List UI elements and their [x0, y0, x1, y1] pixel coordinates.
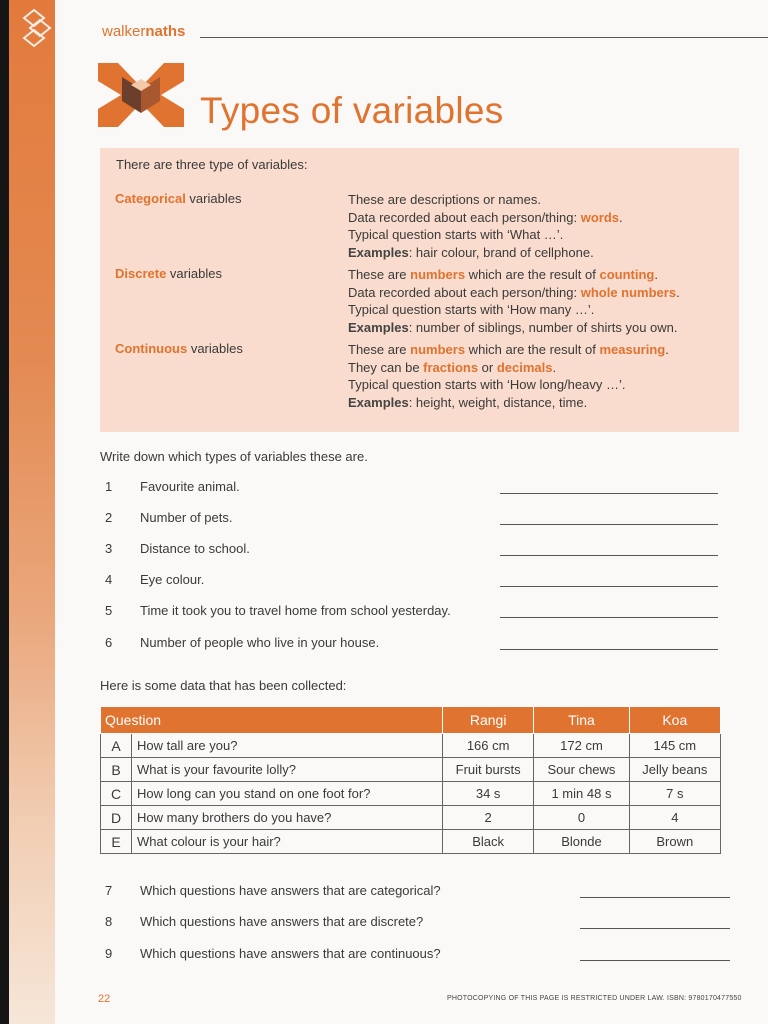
row-letter: A	[101, 734, 132, 758]
description-line	[348, 244, 728, 262]
answer-line[interactable]	[500, 493, 718, 494]
question-item	[100, 603, 720, 623]
description-text: .	[665, 342, 669, 357]
examples-label: Examples	[348, 244, 409, 260]
section-logo-icon	[98, 63, 184, 127]
description-text: These are	[348, 342, 411, 357]
description-line	[348, 359, 728, 377]
keyword-highlight: whole numbers	[580, 284, 677, 300]
description-text: or	[478, 359, 497, 375]
brand-logo	[102, 23, 185, 40]
question-text: Which questions have answers that are categorical?	[140, 883, 441, 898]
answer-line[interactable]	[500, 586, 718, 587]
description-line	[348, 394, 728, 412]
variable-description	[348, 266, 728, 336]
row-question: How many brothers do you have?	[132, 806, 443, 830]
scan-edge	[0, 0, 9, 1024]
keyword-highlight: measuring	[599, 342, 666, 357]
keyword-highlight: fractions	[423, 359, 479, 375]
description-line	[348, 376, 728, 394]
description-text: : number of siblings, number of shirts you own.	[408, 319, 678, 335]
description-text: which are the result of	[465, 267, 600, 282]
variable-description	[348, 191, 728, 261]
data-table	[100, 706, 721, 854]
column-header-koa: Koa	[629, 707, 720, 734]
table-cell: 172 cm	[534, 734, 629, 758]
description-line	[348, 284, 728, 302]
row-letter: C	[101, 782, 132, 806]
variable-name	[115, 341, 243, 356]
variable-name-highlight: Continuous	[115, 341, 188, 356]
description-line	[348, 226, 728, 244]
page-title: Types of variables	[200, 90, 504, 131]
page-number: 22	[98, 993, 111, 1005]
table-row	[101, 758, 721, 782]
instruction-text: Write down which types of variables these are.	[100, 449, 368, 464]
table-cell: Fruit bursts	[443, 758, 534, 782]
variable-name	[115, 266, 222, 281]
side-strip	[9, 0, 55, 1024]
answer-line[interactable]	[580, 928, 730, 929]
description-text: Data recorded about each person/thing:	[348, 209, 581, 225]
description-text: Typical question starts with ‘How long/heavy …’.	[348, 377, 626, 392]
table-cell: 1 min 48 s	[534, 782, 629, 806]
keyword-highlight: numbers	[410, 267, 466, 282]
question-number: 7	[105, 883, 113, 898]
examples-label: Examples	[348, 394, 409, 410]
question-item	[100, 510, 720, 530]
description-text: Typical question starts with ‘What …’.	[348, 227, 564, 242]
answer-line[interactable]	[500, 524, 718, 525]
question-item	[100, 541, 720, 561]
table-body	[101, 734, 721, 854]
question-number: 3	[105, 541, 113, 556]
column-header-question: Question	[101, 707, 443, 734]
variable-name-highlight: Discrete	[115, 266, 167, 281]
variable-types-box	[100, 148, 739, 432]
keyword-highlight: counting	[599, 267, 655, 282]
question-text: Eye colour.	[140, 572, 205, 587]
description-text: : height, weight, distance, time.	[408, 394, 588, 410]
table-cell: Jelly beans	[629, 758, 720, 782]
row-letter: E	[101, 830, 132, 854]
keyword-highlight: numbers	[410, 342, 466, 357]
question-text: Number of people who live in your house.	[140, 635, 380, 650]
description-text: .	[654, 267, 658, 282]
header-rule	[200, 37, 768, 38]
question-text: Which questions have answers that are continuous?	[140, 946, 441, 961]
variable-name-rest: variables	[185, 191, 242, 206]
answer-line[interactable]	[500, 617, 718, 618]
table-row	[101, 830, 721, 854]
description-text: These are descriptions or names.	[348, 192, 541, 207]
examples-label: Examples	[348, 319, 409, 335]
answer-line[interactable]	[580, 897, 730, 898]
keyword-highlight: decimals	[496, 359, 553, 375]
table-cell: 34 s	[443, 782, 534, 806]
table-cell: 0	[534, 806, 629, 830]
variable-description	[348, 341, 728, 411]
description-line	[348, 301, 728, 319]
description-text: Data recorded about each person/thing:	[348, 284, 581, 300]
table-cell: 2	[443, 806, 534, 830]
table-cell: 7 s	[629, 782, 720, 806]
question-text: Time it took you to travel home from school yesterday.	[140, 603, 451, 618]
question-text: Which questions have answers that are discrete?	[140, 914, 424, 929]
table-cell: Brown	[629, 830, 720, 854]
question-number: 1	[105, 479, 113, 494]
description-line	[348, 191, 728, 209]
row-letter: D	[101, 806, 132, 830]
question-text: Number of pets.	[140, 510, 233, 525]
row-question: How tall are you?	[132, 734, 443, 758]
row-letter: B	[101, 758, 132, 782]
table-row	[101, 734, 721, 758]
description-text: Typical question starts with ‘How many …’.	[348, 302, 595, 317]
question-text: Favourite animal.	[140, 479, 240, 494]
variable-name-rest: variables	[166, 266, 222, 281]
description-line	[348, 266, 728, 284]
brand-light: walker	[102, 23, 146, 40]
table-cell: Sour chews	[534, 758, 629, 782]
question-item	[100, 946, 720, 966]
variable-name	[115, 191, 241, 206]
question-item	[100, 635, 720, 655]
question-number: 9	[105, 946, 113, 961]
data-intro-text: Here is some data that has been collected:	[100, 678, 347, 693]
variable-name-rest: variables	[187, 341, 243, 356]
description-text: : hair colour, brand of cellphone.	[408, 244, 594, 260]
keyword-highlight: words	[580, 209, 620, 225]
row-question: What is your favourite lolly?	[132, 758, 443, 782]
description-text: .	[619, 209, 623, 225]
description-line	[348, 319, 728, 337]
answer-line[interactable]	[580, 960, 730, 961]
table-row	[101, 782, 721, 806]
copyright-notice: PHOTOCOPYING OF THIS PAGE IS RESTRICTED UNDER LAW. ISBN: 9780170477550	[447, 995, 742, 1002]
question-item	[100, 883, 720, 903]
answer-line[interactable]	[500, 555, 718, 556]
description-text: They can be	[348, 359, 424, 375]
description-text: .	[676, 284, 680, 300]
table-header-row	[101, 707, 721, 734]
column-header-rangi: Rangi	[443, 707, 534, 734]
table-cell: 145 cm	[629, 734, 720, 758]
table-cell: Blonde	[534, 830, 629, 854]
description-line	[348, 209, 728, 227]
question-text: Distance to school.	[140, 541, 250, 556]
question-number: 5	[105, 603, 113, 618]
row-question: What colour is your hair?	[132, 830, 443, 854]
question-item	[100, 572, 720, 592]
intro-text: There are three type of variables:	[116, 157, 308, 172]
corner-pattern-icon	[22, 8, 52, 50]
table-cell: Black	[443, 830, 534, 854]
table-row	[101, 806, 721, 830]
question-number: 4	[105, 572, 113, 587]
column-header-tina: Tina	[534, 707, 629, 734]
question-number: 8	[105, 914, 113, 929]
question-number: 6	[105, 635, 113, 650]
question-item	[100, 479, 720, 499]
description-text: which are the result of	[465, 342, 600, 357]
question-item	[100, 914, 720, 934]
row-question: How long can you stand on one foot for?	[132, 782, 443, 806]
description-text: .	[552, 359, 557, 375]
description-text: These are	[348, 267, 411, 282]
answer-line[interactable]	[500, 649, 718, 650]
table-cell: 4	[629, 806, 720, 830]
variable-name-highlight: Categorical	[115, 191, 186, 206]
question-number: 2	[105, 510, 113, 525]
table-cell: 166 cm	[443, 734, 534, 758]
brand-bold: naths	[145, 23, 186, 40]
description-line	[348, 341, 728, 359]
